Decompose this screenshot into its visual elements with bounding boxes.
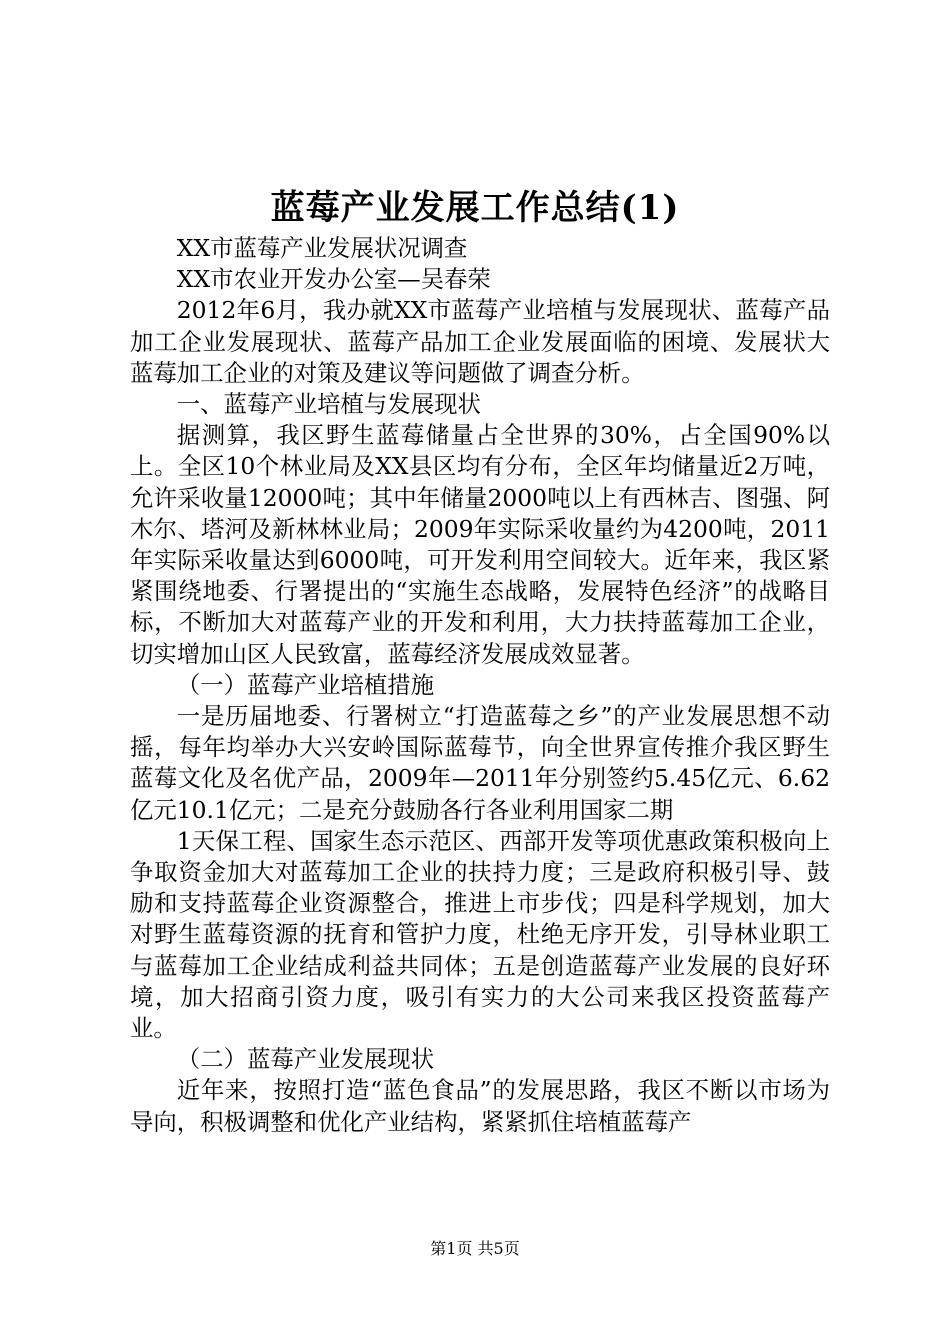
subsection-heading-1: （一）蓝莓产业培植措施 xyxy=(176,670,435,699)
section-heading-1: 一、蓝莓产业培植与发展现状 xyxy=(176,390,481,419)
paragraph-author: XX市农业开发办公室—吴春荣 xyxy=(176,265,491,294)
subsection-heading-2: （二）蓝莓产业发展现状 xyxy=(176,1045,435,1074)
paragraph-reserves: 据测算，我区野生蓝莓储量占全世界的30%，占全国90%以上。全区10个林业局及XX县区均有分布，全区年均储量近2万吨，允许采收量12000吨；其中年储量2000吨以上有西林吉、图强、阿木尔、塔河及新林林业局；2009年实际采收量约为4200吨，2011年实际采收量达到6000吨，可开发利用空间较大。近年来，我区紧紧围绕地委、行署提出的“实施生态战略，发展特色经济”的战略目标，不断加大对蓝莓产业的开发和利用，大力扶持蓝莓加工企业，切实增加山区人民致富，蓝莓经济发展成效显著。 xyxy=(130,421,830,668)
paragraph-intro: 2012年6月，我办就XX市蓝莓产业培植与发展现状、蓝莓产品加工企业发展现状、蓝莓产品加工企业发展面临的困境、发展状大蓝莓加工企业的对策及建议等问题做了调查分析。 xyxy=(130,296,830,387)
page-footer: 第1页 共5页 xyxy=(430,1239,520,1258)
paragraph-subtitle: XX市蓝莓产业发展状况调查 xyxy=(176,234,468,262)
document-body xyxy=(130,233,830,1138)
document-title: 蓝莓产业发展工作总结(1) xyxy=(270,188,680,228)
paragraph-measures-1: 一是历届地委、行署树立“打造蓝莓之乡”的产业发展思想不动摇，每年均举办大兴安岭国际蓝莓节，向全世界宣传推介我区野生蓝莓文化及名优产品，2009年—2011年分别签约5.45亿元、6.62亿元10.1亿元；二是充分鼓励各行各业利用国家二期 xyxy=(130,702,830,824)
paragraph-measures-2: 1天保工程、国家生态示范区、西部开发等项优惠政策积极向上争取资金加大对蓝莓加工企业的扶持力度；三是政府积极引导、鼓励和支持蓝莓企业资源整合，推进上市步伐；四是科学规划，加大对野生蓝莓资源的抚育和管护力度，杜绝无序开发，引导林业职工与蓝莓加工企业结成利益共同体；五是创造蓝莓产业发展的良好环境，加大招商引资力度，吸引有实力的大公司来我区投资蓝莓产业。 xyxy=(130,826,830,1043)
paragraph-status: 近年来，按照打造“蓝色食品”的发展思路，我区不断以市场为导向，积极调整和优化产业结构，紧紧抓住培植蓝莓产 xyxy=(130,1076,830,1136)
